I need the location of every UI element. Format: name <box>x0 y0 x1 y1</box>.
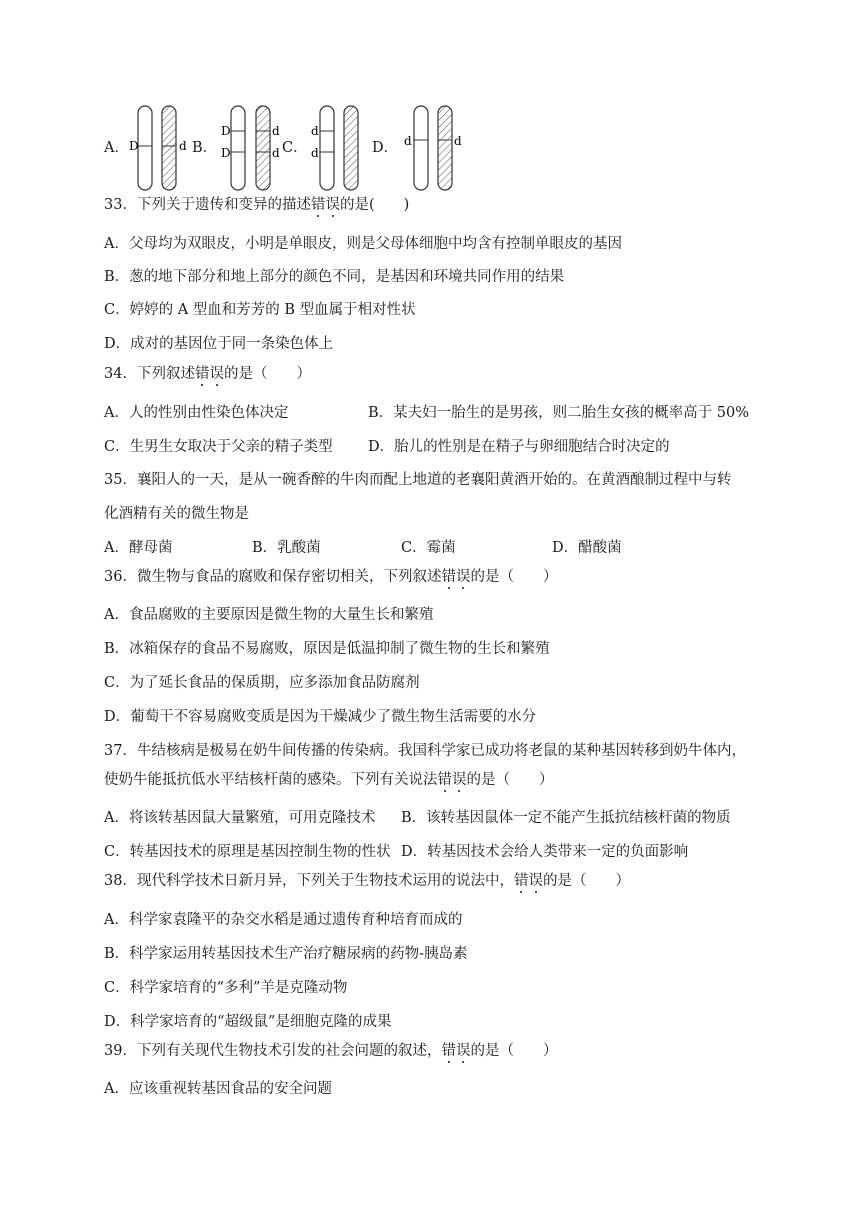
q34-stem: 34．下列叙述错误的是（ ） <box>104 366 311 382</box>
q36-option-c: C．为了延长食品的保质期，应多添加食品防腐剂 <box>104 675 420 691</box>
q35-option-a: A．酵母菌 <box>104 540 173 556</box>
q34-option-c: C．生男生女取决于父亲的精子类型 <box>104 439 333 455</box>
q38-option-b: B．科学家运用转基因技术生产治疗糖尿病的药物-胰岛素 <box>104 946 468 962</box>
q33-option-c: C．婷婷的 A 型血和芳芳的 B 型血属于相对性状 <box>104 302 416 318</box>
gene-label-d: d <box>272 124 280 138</box>
q33-option-a: A．父母均为双眼皮，小明是单眼皮，则是父母体细胞中均含有控制单眼皮的基因 <box>104 236 622 252</box>
chromosome-figures <box>0 0 860 200</box>
q37-option-a: A．将该转基因鼠大量繁殖，可用克隆技术 <box>104 810 376 826</box>
q35-stem-line1: 35．襄阳人的一天，是从一碗香醉的牛肉而配上地道的老襄阳黄酒开始的。在黄酒酿制过程中与转 <box>104 472 732 488</box>
q35-stem-line2: 化酒精有关的微生物是 <box>104 506 249 522</box>
q35-option-b: B．乳酸菌 <box>252 540 321 556</box>
gene-label-d: d <box>311 146 319 160</box>
q33-option-b: B．葱的地下部分和地上部分的颜色不同，是基因和环境共同作用的结果 <box>104 269 565 285</box>
q38-option-d: D．科学家培育的“超级鼠”是细胞克隆的成果 <box>104 1014 392 1030</box>
option-b-label: B． <box>192 140 218 156</box>
q35-option-c: C．霉菌 <box>401 540 456 556</box>
option-d-label: D． <box>372 140 399 156</box>
q36-option-b: B．冰箱保存的食品不易腐败，原因是低温抑制了微生物的生长和繁殖 <box>104 641 550 657</box>
gene-label-d: d <box>311 124 319 138</box>
q38-stem: 38．现代科学技术日新月异，下列关于生物技术运用的说法中，错误的是（ ） <box>104 873 630 889</box>
q34-option-a: A．人的性别由性染色体决定 <box>104 405 289 421</box>
q34-option-d: D．胎儿的性别是在精子与卵细胞结合时决定的 <box>368 439 670 455</box>
q36-option-d: D．葡萄干不容易腐败变质是因为干燥减少了微生物生活需要的水分 <box>104 709 537 725</box>
q37-option-c: C．转基因技术的原理是基因控制生物的性状 <box>104 844 391 860</box>
q39-stem: 39．下列有关现代生物技术引发的社会问题的叙述，错误的是（ ） <box>104 1043 558 1059</box>
gene-label-D: D <box>129 139 139 153</box>
gene-label-d: d <box>179 139 187 153</box>
q33-stem: 33．下列关于遗传和变异的描述错误的是( ) <box>104 197 410 213</box>
option-a-label: A． <box>104 140 129 156</box>
q33-option-d: D．成对的基因位于同一条染色体上 <box>104 336 334 352</box>
q38-option-a: A．科学家袁隆平的杂交水稻是通过遗传育种培育而成的 <box>104 912 463 928</box>
q37-option-d: D．转基因技术会给人类带来一定的负面影响 <box>401 844 689 860</box>
option-c-label: C． <box>282 140 308 156</box>
q35-option-d: D．醋酸菌 <box>552 540 622 556</box>
gene-label-D: D <box>221 124 231 138</box>
q37-stem-line1: 37．牛结核病是极易在奶牛间传播的传染病。我国科学家已成功将老鼠的某种基因转移到奶牛体内， <box>104 743 746 759</box>
q39-option-a: A．应该重视转基因食品的安全问题 <box>104 1081 332 1097</box>
q36-option-a: A．食品腐败的主要原因是微生物的大量生长和繁殖 <box>104 607 434 623</box>
chromosome-pair-b <box>221 106 280 190</box>
gene-label-D: D <box>221 146 231 160</box>
q36-stem: 36．微生物与食品的腐败和保存密切相关，下列叙述错误的是（ ） <box>104 569 558 585</box>
q38-option-c: C．科学家培育的“多利”羊是克隆动物 <box>104 980 348 996</box>
gene-label-d: d <box>404 134 412 148</box>
chromosome-pair-a <box>129 106 187 190</box>
gene-label-d: d <box>454 134 462 148</box>
chromosome-pair-d <box>404 106 462 190</box>
gene-label-d: d <box>272 146 280 160</box>
q37-stem-line2: 使奶牛能抵抗低水平结核杆菌的感染。下列有关说法错误的是（ ） <box>104 772 554 788</box>
q34-option-b: B．某夫妇一胎生的是男孩，则二胎生女孩的概率高于 50% <box>368 405 749 421</box>
chromosome-pair-c <box>311 106 358 190</box>
q37-option-b: B．该转基因鼠体一定不能产生抵抗结核杆菌的物质 <box>401 810 731 826</box>
